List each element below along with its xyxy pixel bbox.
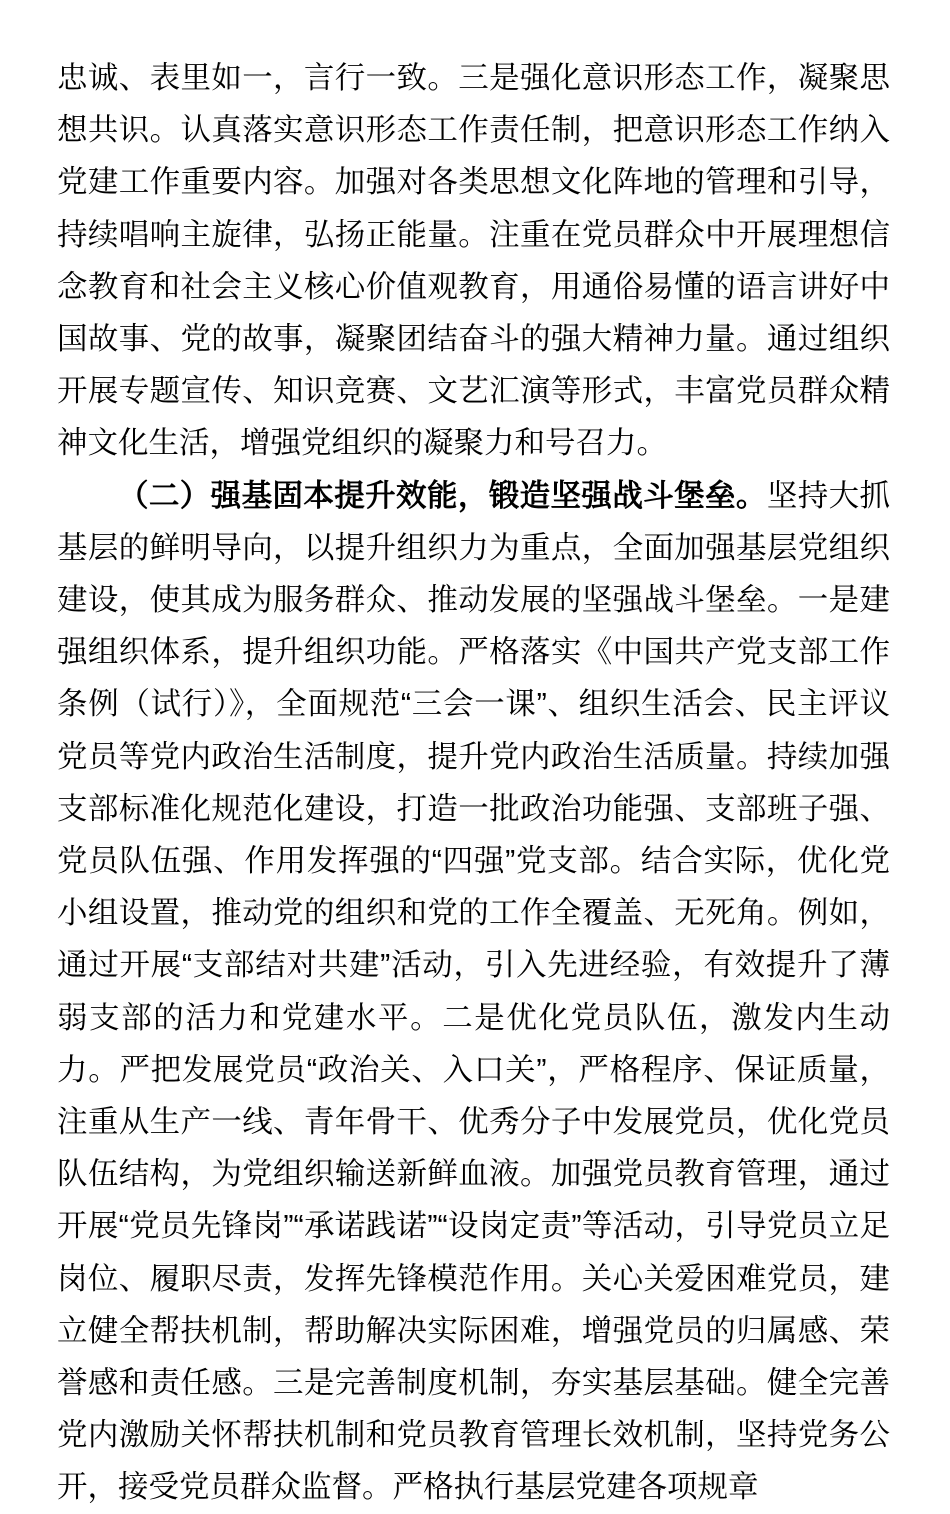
paragraph-text: 忠诚、表里如一，言行一致。三是强化意识形态工作，凝聚思想共识。认真落实意识形态工作责任制，把意识形态工作纳入党建工作重要内容。加强对各类思想文化阵地的管理和引导，持续唱响主旋律，弘扬正能量。注重在党员群众中开展理想信念教育和社会主义核心价值观教育，用通俗易懂的语言讲好中国故事、党的故事，凝聚团结奋斗的强大精神力量。通过组织开展专题宣传、知识竞赛、文艺汇演等形式，丰富党员群众精神文化生活，增强党组织的凝聚力和号召力。	[57, 61, 890, 461]
document-body	[57, 52, 890, 1514]
section-body-run: 坚持大抓基层的鲜明导向，以提升组织力为重点，全面加强基层党组织建设，使其成为服务群众、推动发展的坚强战斗堡垒。一是建强组织体系，提升组织功能。严格落实《中国共产党支部工作条例（试行）》，全面规范“三会一课”、组织生活会、民主评议党员等党内政治生活制度，提升党内政治生活质量。持续加强支部标准化规范化建设，打造一批政治功能强、支部班子强、党员队伍强、作用发挥强的“四强”党支部。结合实际，优化党小组设置，推动党的组织和党的工作全覆盖、无死角。例如，通过开展“支部结对共建”活动，引入先进经验，有效提升了薄弱支部的活力和党建水平。二是优化党员队伍，激发内生动力。严把发展党员“政治关、入口关”，严格程序、保证质量，注重从生产一线、青年骨干、优秀分子中发展党员，优化党员队伍结构，为党组织输送新鲜血液。加强党员教育管理，通过开展“党员先锋岗”“承诺践诺”“设岗定责”等活动，引导党员立足岗位、履职尽责，发挥先锋模范作用。关心关爱困难党员，建立健全帮扶机制，帮助解决实际困难，增强党员的归属感、荣誉感和责任感。三是完善制度机制，夯实基层基础。健全完善党内激励关怀帮扶机制和党员教育管理长效机制，坚持党务公开，接受党员群众监督。严格执行基层党建各项规章	[57, 478, 890, 1505]
paragraph-ideology	[57, 52, 890, 470]
paragraph-section-two	[57, 470, 890, 1514]
section-heading-run: （二）强基固本提升效能，锻造坚强战斗堡垒。	[118, 478, 767, 513]
